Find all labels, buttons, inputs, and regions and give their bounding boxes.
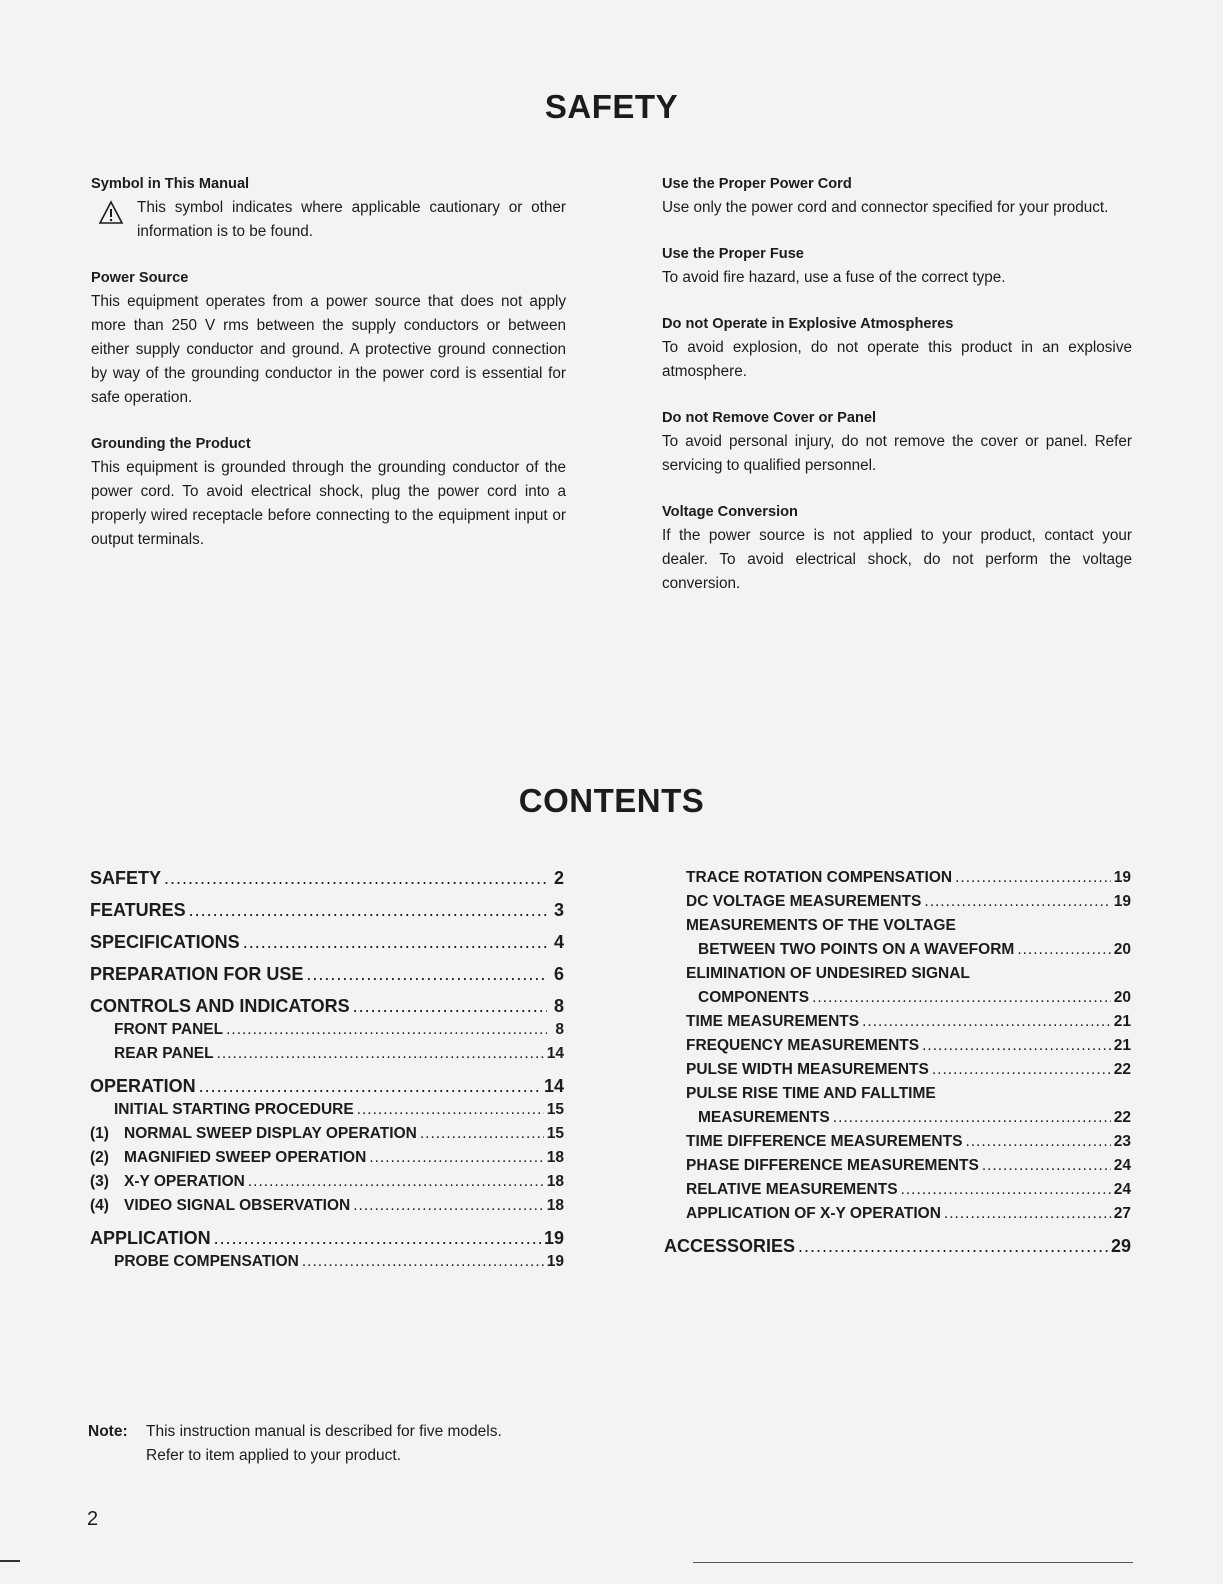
safety-section-power-source	[91, 266, 566, 410]
note-line-2: Refer to item applied to your product.	[146, 1447, 402, 1464]
toc-page: 20	[1113, 989, 1131, 1006]
toc-entry-probe-compensation[interactable]	[90, 1250, 564, 1274]
section-text: This symbol indicates where applicable cautionary or other information is to be found.	[137, 199, 566, 240]
toc-page: 14	[546, 1045, 564, 1062]
toc-label: REAR PANEL	[114, 1045, 214, 1062]
toc-number: (3)	[90, 1173, 109, 1190]
scan-edge-line	[693, 1562, 1133, 1563]
section-heading: Grounding the Product	[91, 436, 251, 452]
toc-page: 19	[543, 1228, 564, 1248]
toc-page: 2	[553, 868, 564, 888]
section-text: To avoid fire hazard, use a fuse of the correct type.	[662, 269, 1006, 286]
section-text: This equipment is grounded through the grounding conductor of the power cord. To avoid electrical shock, plug the power cord into a properly wired receptacle before connecting to the equipment input or output terminals.	[91, 459, 566, 548]
toc-label-line1: PULSE RISE TIME AND FALLTIME	[686, 1085, 936, 1102]
toc-label	[90, 1146, 366, 1170]
contents-left-column	[90, 866, 564, 1274]
safety-section-power-cord	[662, 172, 1132, 220]
toc-page: 8	[553, 996, 564, 1016]
toc-label: PREPARATION FOR USE	[90, 964, 304, 984]
toc-label: TIME MEASUREMENTS	[686, 1013, 860, 1030]
toc-label: TIME DIFFERENCE MEASUREMENTS	[686, 1133, 963, 1150]
toc-entry-features[interactable]	[90, 898, 564, 922]
toc-entry-time-measurements[interactable]	[686, 1010, 1131, 1034]
toc-label: APPLICATION	[90, 1228, 211, 1248]
toc-page: 18	[546, 1149, 564, 1166]
toc-entry-safety[interactable]	[90, 866, 564, 890]
toc-entry-front-panel[interactable]	[90, 1018, 564, 1042]
toc-entry-controls[interactable]	[90, 994, 564, 1018]
toc-label: PULSE WIDTH MEASUREMENTS	[686, 1061, 929, 1078]
section-heading: Symbol in This Manual	[91, 176, 250, 192]
toc-entry-pulse-width[interactable]	[686, 1058, 1131, 1082]
section-text: This equipment operates from a power source that does not apply more than 250 V rms between the supply conductors or between either supply conductor and ground. A protective ground connection by way of the grounding conductor in the power cord is essential for safe operation.	[91, 293, 566, 406]
toc-entry-frequency[interactable]	[686, 1034, 1131, 1058]
toc-number: (4)	[90, 1197, 109, 1214]
toc-page: 24	[1113, 1157, 1131, 1174]
toc-page: 15	[546, 1125, 564, 1142]
toc-entry-specifications[interactable]	[90, 930, 564, 954]
toc-label: APPLICATION OF X-Y OPERATION	[686, 1205, 941, 1222]
toc-label: ACCESSORIES	[664, 1236, 796, 1256]
toc-page: 22	[1113, 1109, 1131, 1126]
toc-number: (1)	[90, 1125, 109, 1142]
toc-page: 21	[1113, 1013, 1131, 1030]
toc-label: PHASE DIFFERENCE MEASUREMENTS	[686, 1157, 979, 1174]
toc-entry-application[interactable]	[90, 1226, 564, 1250]
toc-entry-normal-sweep[interactable]	[90, 1122, 564, 1146]
toc-label-text: NORMAL SWEEP DISPLAY OPERATION	[124, 1125, 417, 1142]
toc-label: SPECIFICATIONS	[90, 932, 240, 952]
safety-section-cover	[662, 406, 1132, 478]
safety-title: SAFETY	[544, 88, 679, 125]
section-heading: Use the Proper Power Cord	[662, 176, 852, 192]
note	[88, 1420, 502, 1468]
toc-label: PROBE COMPENSATION	[114, 1253, 299, 1270]
toc-label	[90, 1194, 350, 1218]
toc-page: 19	[546, 1253, 564, 1270]
toc-entry-voltage-two-points[interactable]	[686, 914, 1131, 962]
section-heading: Use the Proper Fuse	[662, 246, 804, 262]
toc-page: 23	[1113, 1133, 1131, 1150]
safety-left-column	[91, 172, 566, 574]
scan-edge-mark	[0, 1560, 20, 1562]
toc-entry-time-difference[interactable]	[686, 1130, 1131, 1154]
toc-label-line1: MEASUREMENTS OF THE VOLTAGE	[686, 917, 956, 934]
toc-page: 14	[543, 1076, 564, 1096]
safety-section-voltage	[662, 500, 1132, 596]
toc-label: INITIAL STARTING PROCEDURE	[114, 1101, 354, 1118]
toc-label: RELATIVE MEASUREMENTS	[686, 1181, 898, 1198]
toc-entry-video-signal[interactable]	[90, 1194, 564, 1218]
safety-section-symbol	[91, 172, 566, 244]
toc-label-line1: ELIMINATION OF UNDESIRED SIGNAL	[686, 965, 970, 982]
toc-label-text: VIDEO SIGNAL OBSERVATION	[124, 1197, 351, 1214]
warning-triangle-icon	[91, 196, 137, 244]
toc-label-text: X-Y OPERATION	[124, 1173, 245, 1190]
toc-page: 19	[1113, 869, 1131, 886]
toc-page: 6	[553, 964, 564, 984]
section-heading: Do not Operate in Explosive Atmospheres	[662, 316, 954, 332]
toc-label-line2: BETWEEN TWO POINTS ON A WAVEFORM	[698, 941, 1015, 958]
toc-entry-magnified-sweep[interactable]	[90, 1146, 564, 1170]
section-heading: Power Source	[91, 270, 189, 286]
toc-entry-pulse-rise[interactable]	[686, 1082, 1131, 1130]
toc-entry-xy-application[interactable]	[686, 1202, 1131, 1226]
toc-label-line2: COMPONENTS	[698, 989, 810, 1006]
toc-page: 24	[1113, 1181, 1131, 1198]
toc-page: 18	[546, 1173, 564, 1190]
toc-entry-dc-voltage[interactable]	[686, 890, 1131, 914]
toc-label: FEATURES	[90, 900, 186, 920]
toc-entry-initial-starting[interactable]	[90, 1098, 564, 1122]
toc-entry-elimination[interactable]	[686, 962, 1131, 1010]
section-text: If the power source is not applied to your product, contact your dealer. To avoid electrical shock, do not perform the voltage conversion.	[662, 527, 1132, 592]
safety-section-fuse	[662, 242, 1132, 290]
section-text: To avoid explosion, do not operate this product in an explosive atmosphere.	[662, 339, 1132, 380]
toc-page: 18	[546, 1197, 564, 1214]
toc-entry-phase-difference[interactable]	[686, 1154, 1131, 1178]
toc-page: 15	[546, 1101, 564, 1118]
toc-entry-accessories[interactable]	[664, 1234, 1131, 1258]
toc-label: FRONT PANEL	[114, 1021, 224, 1038]
toc-page: 4	[553, 932, 564, 952]
safety-right-column	[662, 172, 1132, 618]
toc-label: FREQUENCY MEASUREMENTS	[686, 1037, 920, 1054]
toc-entry-preparation[interactable]	[90, 962, 564, 986]
toc-entry-rear-panel[interactable]	[90, 1042, 564, 1066]
contents-right-column	[664, 866, 1131, 1266]
toc-label	[90, 1170, 245, 1194]
toc-entry-operation[interactable]	[90, 1074, 564, 1098]
toc-page: 22	[1113, 1061, 1131, 1078]
toc-entry-xy-operation[interactable]	[90, 1170, 564, 1194]
toc-label: TRACE ROTATION COMPENSATION	[686, 869, 953, 886]
safety-section-grounding	[91, 432, 566, 552]
toc-page: 29	[1110, 1236, 1131, 1256]
toc-entry-trace-rotation[interactable]	[686, 866, 1131, 890]
note-label: Note:	[88, 1423, 128, 1440]
toc-page: 19	[1113, 893, 1131, 910]
toc-label: DC VOLTAGE MEASUREMENTS	[686, 893, 922, 910]
section-heading: Do not Remove Cover or Panel	[662, 410, 877, 426]
safety-section-explosive	[662, 312, 1132, 384]
toc-label	[90, 1122, 417, 1146]
toc-entry-relative[interactable]	[686, 1178, 1131, 1202]
note-line-1: This instruction manual is described for five models.	[146, 1423, 502, 1440]
toc-page: 20	[1113, 941, 1131, 958]
section-heading: Voltage Conversion	[662, 504, 798, 520]
section-text: To avoid personal injury, do not remove the cover or panel. Refer servicing to qualified personnel.	[662, 433, 1132, 474]
toc-label-text: MAGNIFIED SWEEP OPERATION	[124, 1149, 367, 1166]
toc-page: 3	[553, 900, 564, 920]
toc-label: SAFETY	[90, 868, 162, 888]
section-text: Use only the power cord and connector specified for your product.	[662, 199, 1109, 216]
toc-label: CONTROLS AND INDICATORS	[90, 996, 350, 1016]
contents-title: CONTENTS	[518, 782, 705, 819]
toc-page: 8	[555, 1021, 564, 1038]
toc-label: OPERATION	[90, 1076, 196, 1096]
toc-page: 21	[1113, 1037, 1131, 1054]
toc-page: 27	[1113, 1205, 1131, 1222]
toc-number: (2)	[90, 1149, 109, 1166]
toc-label-line2: MEASUREMENTS	[698, 1109, 830, 1126]
page-number: 2	[87, 1508, 99, 1530]
